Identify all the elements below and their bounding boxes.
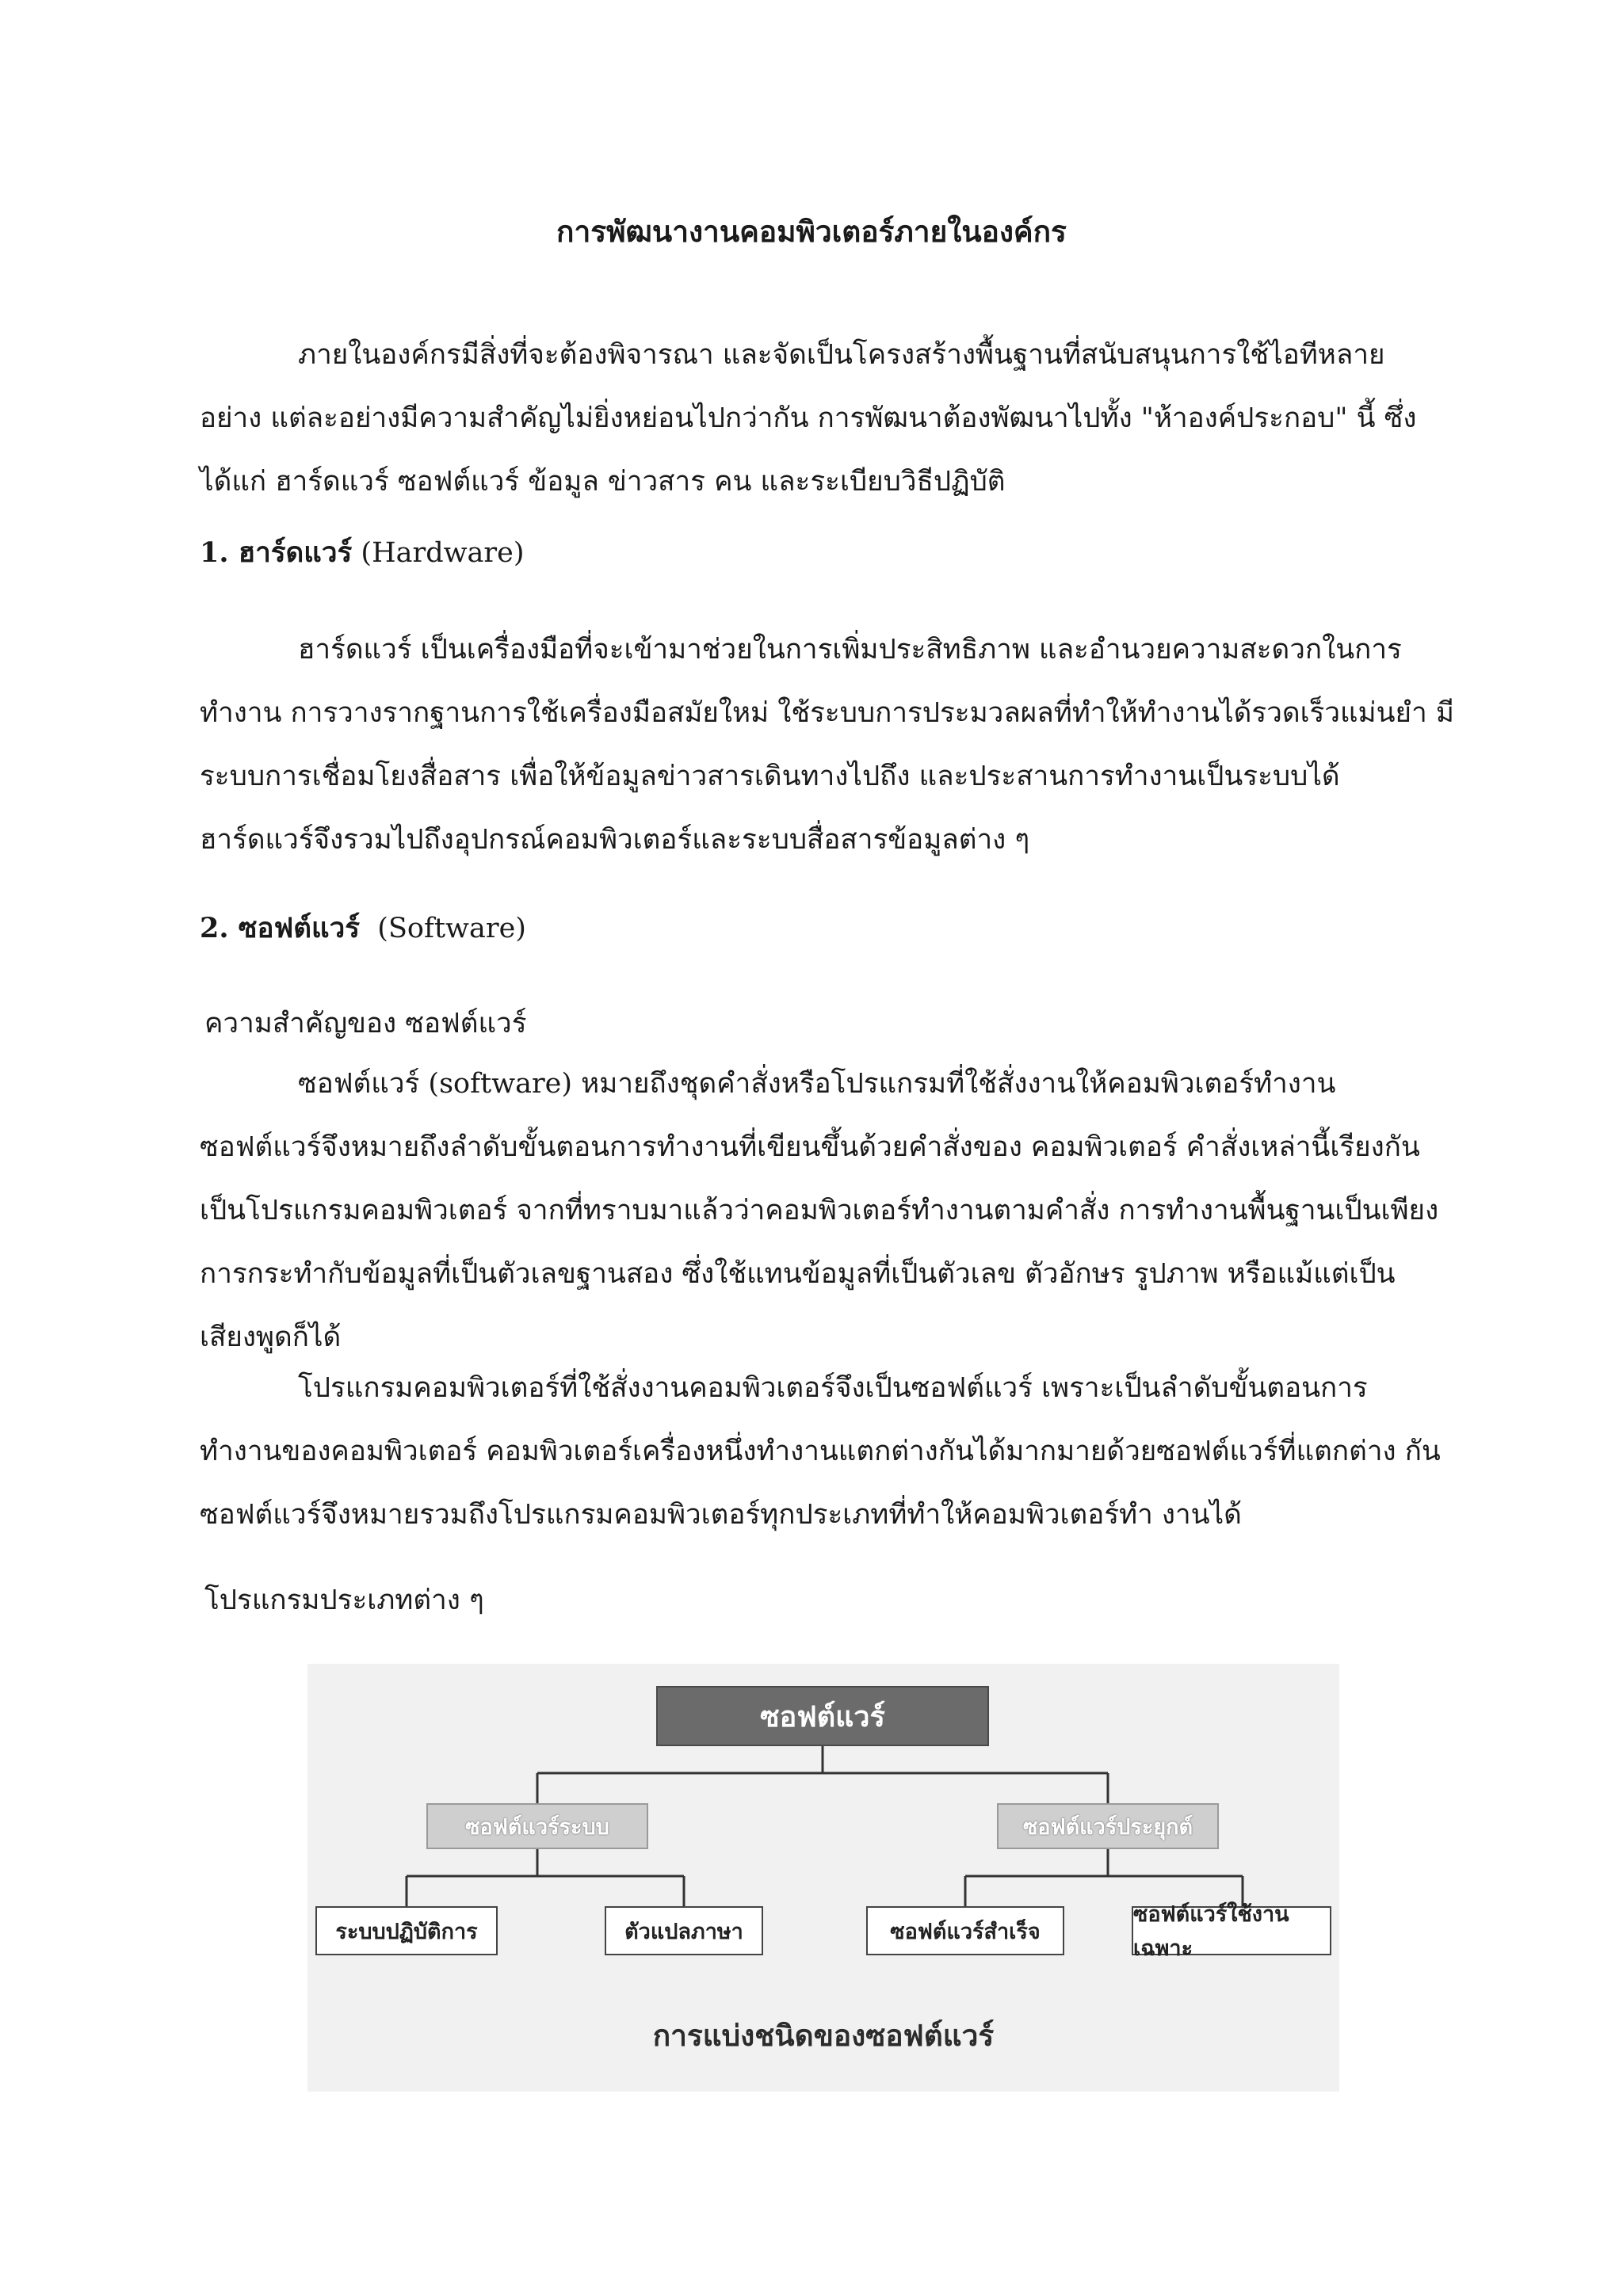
section-2-subheading: ความสำคัญของ ซอฟต์แวร์: [204, 1008, 527, 1039]
section-1-heading-thai: 1. ฮาร์ดแวร์: [200, 536, 353, 569]
software-line: เสียงพูดก็ได้: [200, 1322, 342, 1353]
section-1-heading-en: (Hardware): [361, 537, 525, 569]
intro-line: ได้แก่ ฮาร์ดแวร์ ซอฟต์แวร์ ข้อมูล ข่าวสาร คน และระเบียบวิธีปฏิบัติ: [200, 466, 1006, 498]
software-paragraph-1: [200, 1052, 1439, 1369]
section-1-line: ระบบการเชื่อมโยงสื่อสาร เพื่อให้ข้อมูลข่าวสารเดินทางไปถึง และประสานการทำงานเป็นระบบได้: [200, 761, 1340, 792]
section-1-heading: [200, 529, 525, 577]
system-software-box: ซอฟต์แวร์ระบบ: [426, 1803, 648, 1849]
software-line: ซอฟต์แวร์จึงหมายถึงลำดับขั้นตอนการทำงานที่เขียนขึ้นด้วยคำสั่งของ คอมพิวเตอร์ คำสั่งเหล่านี้เรียงกัน: [200, 1131, 1420, 1163]
software-line: การกระทำกับข้อมูลที่เป็นตัวเลขฐานสอง ซึ่งใช้แทนข้อมูลที่เป็นตัวเลข ตัวอักษร รูปภาพ หรือแม้แต่เป็น: [200, 1258, 1396, 1290]
page-title: การพัฒนางานคอมพิวเตอร์ภายในองค์กร: [556, 214, 1067, 249]
software-classification-diagram: [307, 1664, 1339, 2092]
section-2-heading: [200, 905, 526, 952]
section-1-paragraph: [200, 618, 1454, 871]
section-1-line: ฮาร์ดแวร์ เป็นเครื่องมือที่จะเข้ามาช่วยในการเพิ่มประสิทธิภาพ และอำนวยความสะดวกในการ: [298, 634, 1402, 666]
software-line: ซอฟต์แวร์จึงหมายรวมถึงโปรแกรมคอมพิวเตอร์ทุกประเภทที่ทำให้คอมพิวเตอร์ทำ งานได้: [200, 1499, 1242, 1531]
operating-system-box: ระบบปฏิบัติการ: [315, 1906, 498, 1955]
application-software-box: ซอฟต์แวร์ประยุกต์: [997, 1803, 1219, 1849]
diagram-caption: การแบ่งชนิดของซอฟต์แวร์: [652, 2019, 995, 2053]
software-paragraph-2: [200, 1356, 1441, 1547]
section-2-heading-thai: 2. ซอฟต์แวร์: [200, 912, 361, 944]
packaged-software-box: ซอฟต์แวร์สำเร็จ: [866, 1906, 1064, 1955]
section-2-heading-en: (Software): [377, 913, 526, 944]
software-line: โปรแกรมคอมพิวเตอร์ที่ใช้สั่งงานคอมพิวเตอร์จึงเป็นซอฟต์แวร์ เพราะเป็นลำดับขั้นตอนการ: [298, 1372, 1368, 1404]
intro-paragraph: [200, 323, 1436, 513]
software-root-box: ซอฟต์แวร์: [656, 1686, 989, 1746]
custom-software-box: ซอฟต์แวร์ใช้งานเฉพาะ: [1132, 1906, 1331, 1955]
language-translator-box: ตัวแปลภาษา: [605, 1906, 763, 1955]
intro-line: อย่าง แต่ละอย่างมีความสำคัญไม่ยิ่งหย่อนไปกว่ากัน การพัฒนาต้องพัฒนาไปทั้ง "ห้าองค์ประกอบ" นี้ ซึ่ง: [200, 402, 1417, 434]
software-line: ซอฟต์แวร์ (software) หมายถึงชุดคำสั่งหรือโปรแกรมที่ใช้สั่งงานให้คอมพิวเตอร์ทำงาน: [298, 1068, 1336, 1100]
section-1-line: ทำงาน การวางรากฐานการใช้เครื่องมือสมัยใหม่ ใช้ระบบการประมวลผลที่ทำให้ทำงานได้รวดเร็วแม่นยำ มี: [200, 697, 1454, 729]
intro-line: ภายในองค์กรมีสิ่งที่จะต้องพิจารณา และจัดเป็นโครงสร้างพื้นฐานที่สนับสนุนการใช้ไอทีหลาย: [298, 339, 1385, 371]
software-line: ทำงานของคอมพิวเตอร์ คอมพิวเตอร์เครื่องหนึ่งทำงานแตกต่างกันได้มากมายด้วยซอฟต์แวร์ที่แตกต่าง กัน: [200, 1436, 1441, 1467]
software-line: เป็นโปรแกรมคอมพิวเตอร์ จากที่ทราบมาแล้วว่าคอมพิวเตอร์ทำงานตามคำสั่ง การทำงานพื้นฐานเป็นเพียง: [200, 1195, 1439, 1226]
section-1-line: ฮาร์ดแวร์จึงรวมไปถึงอุปกรณ์คอมพิวเตอร์และระบบสื่อสารข้อมูลต่าง ๆ: [200, 824, 1030, 856]
program-types-heading: โปรแกรมประเภทต่าง ๆ: [204, 1585, 484, 1616]
